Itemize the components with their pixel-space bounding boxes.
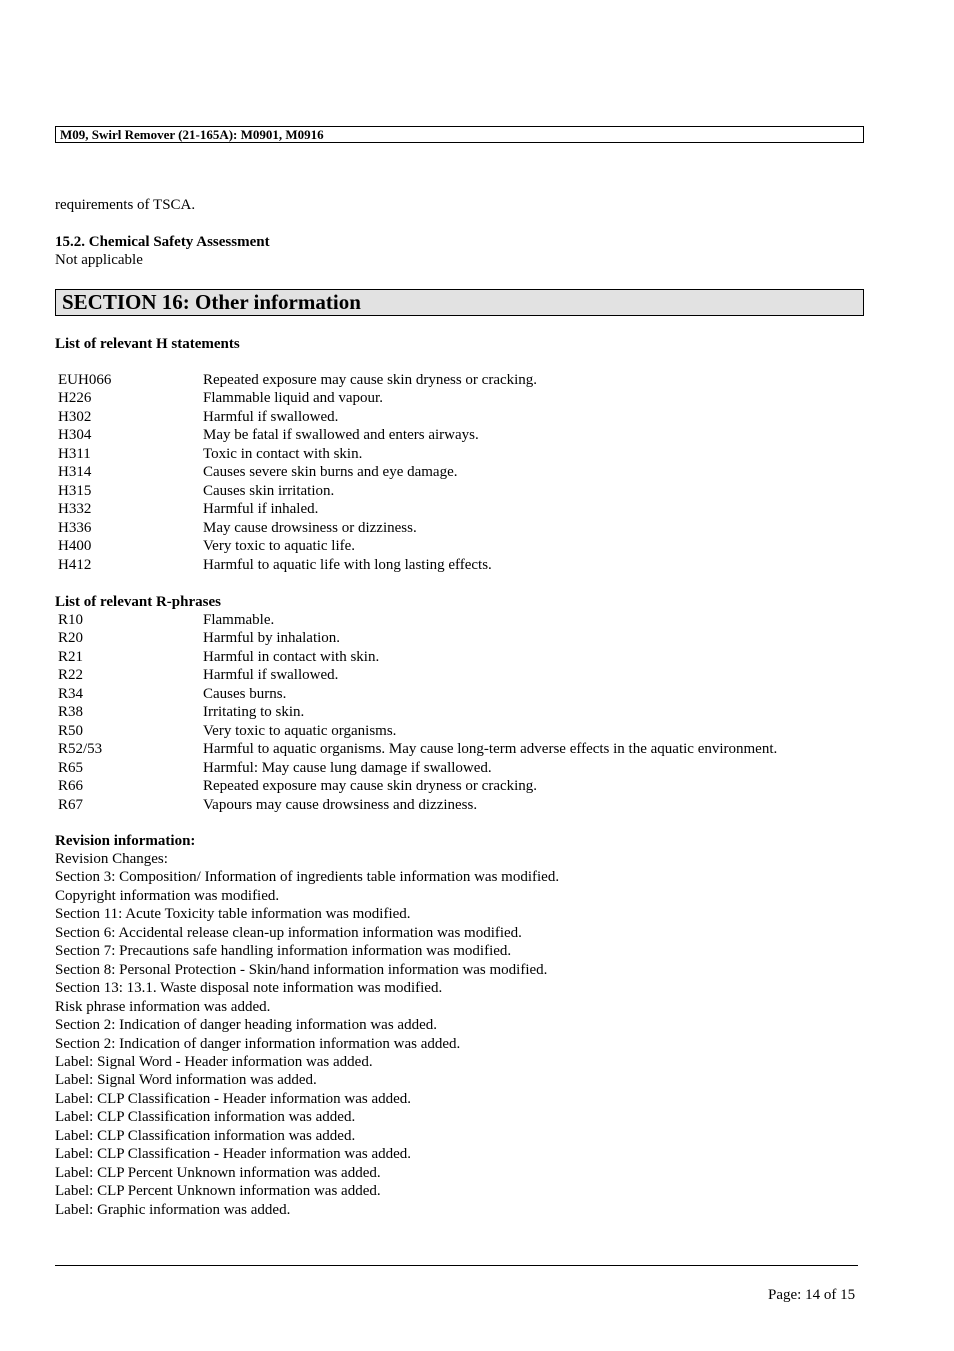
phrase-code: H314 xyxy=(58,464,92,481)
phrase-text: Causes severe skin burns and eye damage. xyxy=(203,464,458,481)
revision-line: Section 2: Indication of danger information information was added. xyxy=(55,1035,461,1052)
phrase-text: Repeated exposure may cause skin dryness or cracking. xyxy=(203,778,538,795)
h-statement-row xyxy=(58,463,858,482)
phrase-text: Harmful by inhalation. xyxy=(203,630,341,647)
phrase-text: Harmful if swallowed. xyxy=(203,667,339,684)
r-phrase-row xyxy=(58,740,858,759)
h-statement-row xyxy=(58,482,858,501)
r-phrases-heading: List of relevant R-phrases xyxy=(55,594,221,610)
phrase-text: Harmful if inhaled. xyxy=(203,501,319,518)
phrase-code: R66 xyxy=(58,778,84,795)
phrase-code: H315 xyxy=(58,482,92,499)
csa-heading: 15.2. Chemical Safety Assessment xyxy=(55,234,270,250)
product-title: M09, Swirl Remover (21-165A): M0901, M0916 xyxy=(60,127,324,142)
phrase-code: R50 xyxy=(58,722,84,739)
revision-line: Section 2: Indication of danger heading information was added. xyxy=(55,1017,437,1034)
revision-line: Label: CLP Classification - Header information was added. xyxy=(55,1090,412,1107)
r-phrase-row xyxy=(58,796,858,815)
phrase-code: H412 xyxy=(58,556,92,573)
r-phrase-row xyxy=(58,629,858,648)
phrase-code: H311 xyxy=(58,445,91,462)
phrase-code: EUH066 xyxy=(58,372,112,388)
phrase-text: Flammable liquid and vapour. xyxy=(203,390,383,407)
revision-line: Section 7: Precautions safe handling information information was modified. xyxy=(55,943,512,960)
revision-line: Label: Signal Word - Header information was added. xyxy=(55,1053,373,1070)
revision-line: Revision Changes: xyxy=(55,851,168,867)
revision-line: Label: CLP Classification information was added. xyxy=(55,1109,356,1126)
csa-text: Not applicable xyxy=(55,252,143,268)
phrase-code: R10 xyxy=(58,612,84,628)
phrase-code: R21 xyxy=(58,648,84,665)
revision-line: Label: CLP Classification information was added. xyxy=(55,1127,356,1144)
revision-heading: Revision information: xyxy=(55,833,196,849)
phrase-text: Repeated exposure may cause skin dryness or cracking. xyxy=(203,372,538,388)
phrase-text: Harmful in contact with skin. xyxy=(203,648,380,665)
r-phrase-row xyxy=(58,703,858,722)
phrase-code: H332 xyxy=(58,501,92,518)
phrase-code: H304 xyxy=(58,427,92,444)
h-statement-row xyxy=(58,537,858,556)
revision-line: Label: CLP Classification - Header information was added. xyxy=(55,1146,412,1163)
phrase-code: R20 xyxy=(58,630,84,647)
phrase-text: Very toxic to aquatic organisms. xyxy=(203,722,397,739)
revision-line: Label: Graphic information was added. xyxy=(55,1201,291,1218)
section-16-header xyxy=(55,289,864,316)
revision-line: Section 3: Composition/ Information of ingredients table information was modified. xyxy=(55,869,560,886)
phrase-text: Causes burns. xyxy=(203,685,287,702)
phrase-code: R52/53 xyxy=(58,741,103,758)
phrase-code: R67 xyxy=(58,796,84,813)
phrase-text: Harmful if swallowed. xyxy=(203,408,339,425)
phrase-text: Very toxic to aquatic life. xyxy=(203,538,356,555)
phrase-code: R65 xyxy=(58,759,84,776)
phrase-code: H336 xyxy=(58,519,92,536)
revision-line: Section 11: Acute Toxicity table information was modified. xyxy=(55,906,411,923)
phrase-code: R22 xyxy=(58,667,84,684)
r-phrase-row xyxy=(58,648,858,667)
r-phrase-row xyxy=(58,611,858,630)
r-phrase-row xyxy=(58,685,858,704)
revision-line: Section 6: Accidental release clean-up information information was modified. xyxy=(55,924,522,941)
document-header xyxy=(55,126,864,143)
phrase-text: Harmful to aquatic life with long lasting effects. xyxy=(203,556,492,573)
section-title: SECTION 16: Other information xyxy=(62,290,361,314)
h-statement-row xyxy=(58,519,858,538)
phrase-text: Harmful: May cause lung damage if swallowed. xyxy=(203,759,492,776)
revision-line: Label: Signal Word information was added. xyxy=(55,1072,317,1089)
h-statement-row xyxy=(58,389,858,408)
h-statement-row xyxy=(58,408,858,427)
h-statement-row xyxy=(58,445,858,464)
r-phrase-row xyxy=(58,759,858,778)
revision-line: Risk phrase information was added. xyxy=(55,998,271,1015)
h-statement-row xyxy=(58,426,858,445)
phrase-text: May be fatal if swallowed and enters airways. xyxy=(203,427,479,444)
tsca-text: requirements of TSCA. xyxy=(55,197,196,213)
page-number: Page: 14 of 15 xyxy=(768,1287,856,1303)
phrase-text: May cause drowsiness or dizziness. xyxy=(203,519,417,536)
r-phrase-row xyxy=(58,777,858,796)
phrase-text: Irritating to skin. xyxy=(203,704,305,721)
phrase-code: H302 xyxy=(58,408,92,425)
h-statement-row xyxy=(58,556,858,575)
h-statements-heading: List of relevant H statements xyxy=(55,336,240,352)
phrase-code: R34 xyxy=(58,685,84,702)
r-phrase-row xyxy=(58,666,858,685)
revision-line: Copyright information was modified. xyxy=(55,887,280,904)
phrase-text: Vapours may cause drowsiness and dizziness. xyxy=(203,796,478,813)
r-phrase-row xyxy=(58,722,858,741)
revision-line: Section 8: Personal Protection - Skin/hand information information was modified. xyxy=(55,961,548,978)
h-statement-row xyxy=(58,371,858,390)
phrase-text: Toxic in contact with skin. xyxy=(203,445,363,462)
footer-rule xyxy=(55,1265,858,1266)
phrase-code: H226 xyxy=(58,390,92,407)
phrase-code: R38 xyxy=(58,704,84,721)
revision-line: Label: CLP Percent Unknown information was added. xyxy=(55,1164,381,1181)
phrase-code: H400 xyxy=(58,538,92,555)
phrase-text: Flammable. xyxy=(203,612,275,628)
phrase-text: Causes skin irritation. xyxy=(203,482,335,499)
h-statement-row xyxy=(58,500,858,519)
revision-line: Label: CLP Percent Unknown information was added. xyxy=(55,1183,381,1200)
revision-line: Section 13: 13.1. Waste disposal note information was modified. xyxy=(55,980,443,997)
phrase-text: Harmful to aquatic organisms. May cause long-term adverse effects in the aquatic environment. xyxy=(203,741,778,758)
